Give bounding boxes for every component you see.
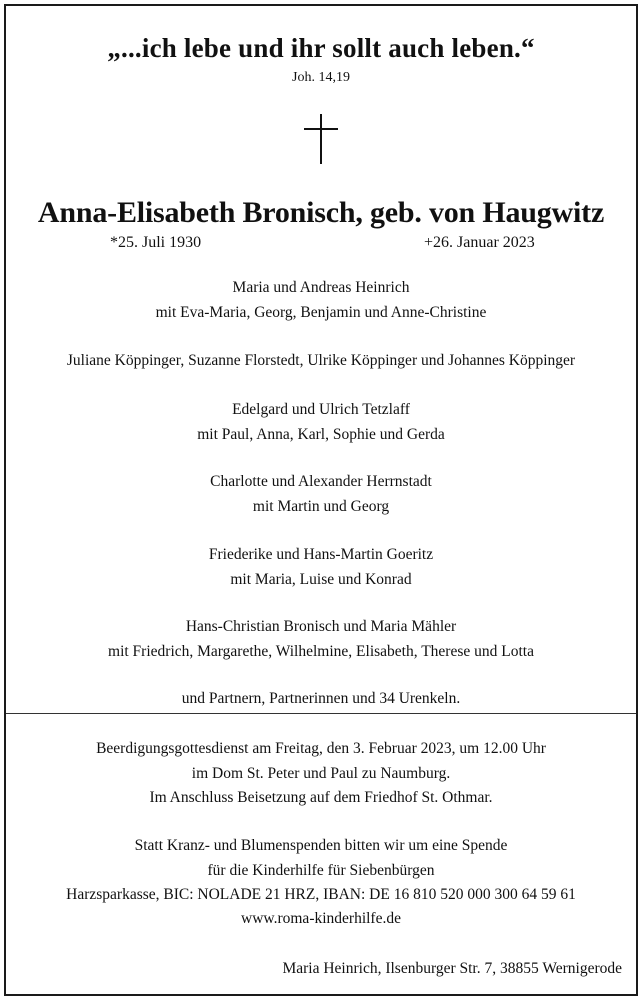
service-details-line-2: im Dom St. Peter und Paul zu Naumburg. — [191, 765, 451, 782]
bank-details: Harzsparkasse, BIC: NOLADE 21 HRZ, IBAN: DE 16 810 520 000 300 64 59 61 — [66, 886, 576, 903]
mourner-group-5-names: Friederike und Hans-Martin Goeritz — [208, 546, 434, 563]
contact-address: Maria Heinrich, Ilsenburger Str. 7, 38855 Wernigerode — [282, 960, 622, 977]
death-date: +26. Januar 2023 — [424, 234, 535, 251]
mourner-group-4-children: mit Martin und Georg — [252, 498, 390, 515]
mourner-group-1-names: Maria und Andreas Heinrich — [232, 279, 410, 296]
mourner-group-3-names: Edelgard und Ulrich Tetzlaff — [232, 401, 410, 418]
mourner-group-4-names: Charlotte und Alexander Herrnstadt — [210, 473, 432, 490]
donation-website: www.roma-kinderhilfe.de — [241, 910, 401, 927]
mourner-closing-line: und Partnern, Partnerinnen und 34 Urenkeln. — [181, 690, 461, 707]
mourner-group-6-names: Hans-Christian Bronisch und Maria Mähler — [185, 618, 457, 635]
mourner-group-5-children: mit Maria, Luise und Konrad — [230, 571, 412, 588]
birth-date: *25. Juli 1930 — [110, 234, 202, 251]
mourner-group-3-children: mit Paul, Anna, Karl, Sophie und Gerda — [197, 426, 445, 443]
bible-reference: Joh. 14,19 — [292, 70, 350, 85]
mourner-group-1-children: mit Eva-Maria, Georg, Benjamin und Anne-Christine — [155, 304, 487, 321]
mourner-group-2-names: Juliane Köppinger, Suzanne Florstedt, Ulrike Köppinger und Johannes Köppinger — [66, 352, 576, 369]
bible-quote: „...ich lebe und ihr sollt auch leben.“ — [107, 33, 535, 63]
service-details-line-1: Beerdigungsgottesdienst am Freitag, den 3. Februar 2023, um 12.00 Uhr — [96, 740, 546, 757]
donation-request-line-1: Statt Kranz- und Blumenspenden bitten wir um eine Spende — [134, 837, 508, 854]
latin-cross-icon — [303, 114, 339, 164]
obituary-notice — [4, 4, 638, 996]
donation-request-line-2: für die Kinderhilfe für Siebenbürgen — [207, 862, 435, 879]
mourner-group-6-children: mit Friedrich, Margarethe, Wilhelmine, Elisabeth, Therese und Lotta — [108, 643, 534, 660]
deceased-name: Anna-Elisabeth Bronisch, geb. von Haugwitz — [37, 196, 605, 229]
section-divider — [6, 713, 636, 714]
service-details-line-3: Im Anschluss Beisetzung auf dem Friedhof St. Othmar. — [149, 789, 493, 806]
